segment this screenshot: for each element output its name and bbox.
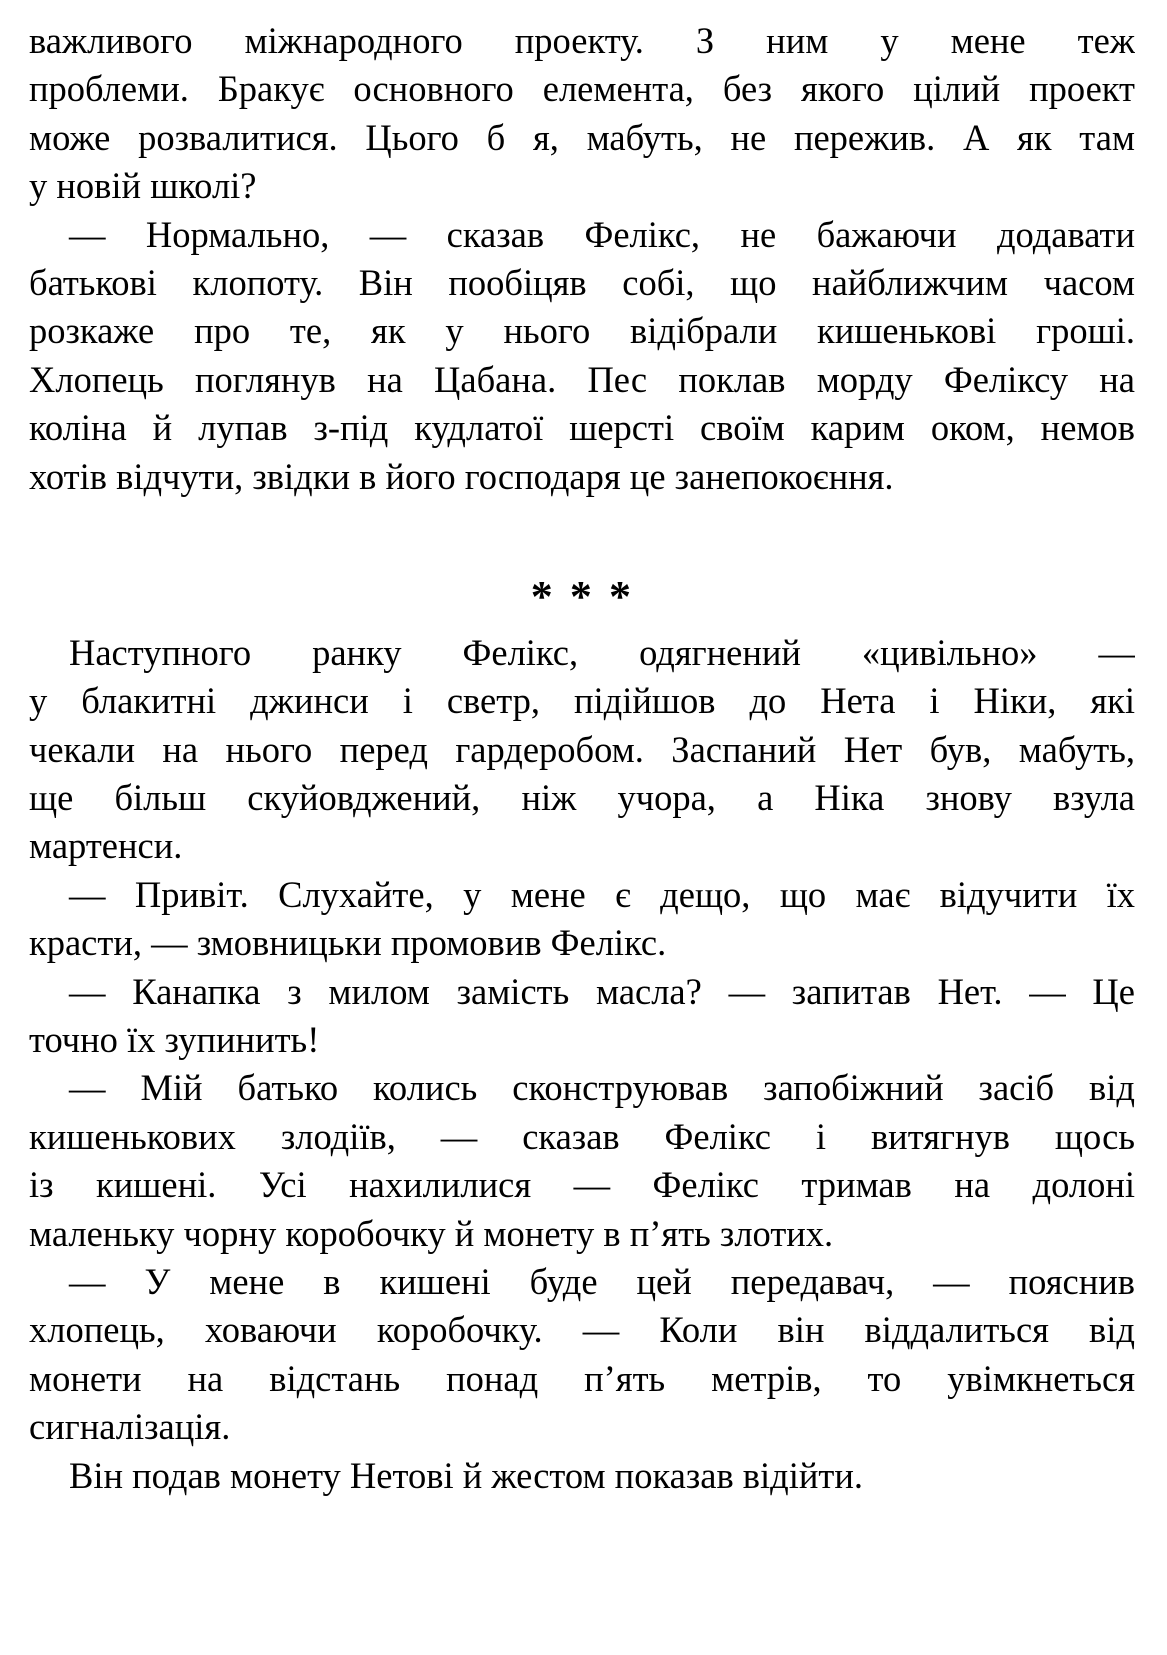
text-line: батькові клопоту. Він пообіцяв собі, що найближчим часом [29, 261, 1135, 303]
text-line: ще більш скуйовджений, ніж учора, а Ніка знову взула [29, 777, 1135, 819]
text-line: мартенси. [29, 825, 183, 867]
text-line: кишенькових злодіїв, — сказав Фелікс і витягнув щось [29, 1115, 1135, 1157]
text-line: коліна й лупав з-під кудлатої шерсті своїм карим оком, немов [29, 407, 1135, 449]
text-line: хлопець, ховаючи коробочку. — Коли він віддалиться від [29, 1309, 1135, 1351]
text-line: чекали на нього перед гардеробом. Заспаний Нет був, мабуть, [29, 728, 1135, 770]
text-line: — Нормально, — сказав Фелікс, не бажаючи додавати [69, 213, 1135, 255]
book-page [29, 17, 1135, 1500]
section-separator: * * * [530, 571, 634, 621]
text-line: красти, — змовницьки промовив Фелікс. [29, 922, 667, 964]
text-line: важливого міжнародного проекту. З ним у мене теж [29, 20, 1135, 61]
text-line: — У мене в кишені буде цей передавач, — пояснив [69, 1260, 1135, 1302]
text-line: — Канапка з милом замість масла? — запитав Нет. — Це [69, 970, 1135, 1012]
text-line: Хлопець поглянув на Цабана. Пес поклав морду Феліксу на [29, 358, 1135, 400]
text-line: точно їх зупинить! [29, 1019, 320, 1061]
text-line: проблеми. Бракує основного елемента, без якого цілий проект [29, 68, 1135, 110]
text-line: хотів відчути, звідки в його господаря це занепокоєння. [29, 455, 894, 497]
text-line: розкаже про те, як у нього відібрали кишенькові гроші. [29, 310, 1135, 352]
text-line: — Привіт. Слухайте, у мене є дещо, що має відучити їх [69, 873, 1135, 915]
text-line: може розвалитися. Цього б я, мабуть, не пережив. А як там [29, 116, 1135, 158]
text-line: Наступного ранку Фелікс, одягнений «цивільно» — [69, 631, 1135, 673]
text-line: монети на відстань понад п’ять метрів, то увімкнеться [29, 1357, 1135, 1399]
text-line: сигналізація. [29, 1406, 231, 1448]
text-line: — Мій батько колись сконструював запобіжний засіб від [69, 1067, 1135, 1109]
section-gap [29, 501, 1135, 565]
text-line: у новій школі? [29, 165, 257, 207]
text-line: у блакитні джинси і светр, підійшов до Нета і Ніки, які [29, 680, 1135, 722]
text-line: із кишені. Усі нахилилися — Фелікс тримав на долоні [29, 1164, 1135, 1206]
text-line: Він подав монету Нетові й жестом показав відійти. [69, 1454, 864, 1496]
text-line: маленьку чорну коробочку й монету в п’ять злотих. [29, 1212, 834, 1254]
